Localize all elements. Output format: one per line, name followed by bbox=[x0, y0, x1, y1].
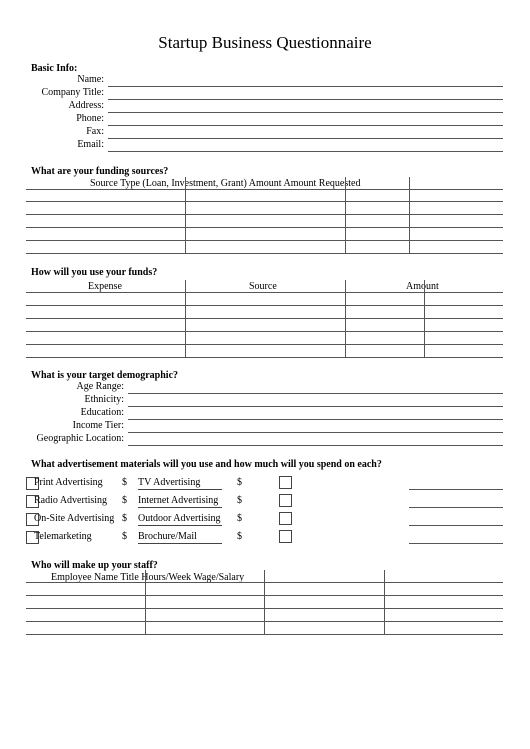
ad-checkbox-right[interactable] bbox=[279, 530, 292, 543]
funds-row-line bbox=[26, 305, 503, 306]
funds-row-line bbox=[26, 292, 503, 293]
funding-heading: What are your funding sources? bbox=[31, 166, 169, 177]
ad-label-right: Internet Advertising bbox=[138, 495, 222, 508]
demographic-field-label: Education: bbox=[80, 407, 124, 418]
funding-row-line bbox=[26, 189, 503, 190]
funding-col-divider bbox=[185, 177, 186, 253]
basic-field-label: Email: bbox=[77, 139, 104, 150]
ad-label-right: TV Advertising bbox=[138, 477, 222, 490]
ad-amount-input[interactable] bbox=[409, 496, 503, 508]
staff-row-line bbox=[26, 634, 503, 635]
funds-row-line bbox=[26, 357, 503, 358]
basic-field-input[interactable] bbox=[108, 140, 503, 152]
demographic-field-label: Income Tier: bbox=[72, 420, 124, 431]
funding-row-line bbox=[26, 227, 503, 228]
demographic-field-label: Age Range: bbox=[76, 381, 124, 392]
ad-currency-left: $ bbox=[122, 477, 127, 488]
ad-label-left: Telemarketing bbox=[34, 531, 92, 542]
basic-field-label: Name: bbox=[77, 74, 104, 85]
ad-amount-input[interactable] bbox=[409, 514, 503, 526]
ad-label-left: Radio Advertising bbox=[34, 495, 108, 506]
demographic-field-input[interactable] bbox=[128, 434, 503, 446]
basic-field-input[interactable] bbox=[108, 114, 503, 126]
advertising-heading: What advertisement materials will you use and how much will you spend on each? bbox=[31, 459, 382, 470]
ad-checkbox-right[interactable] bbox=[279, 512, 292, 525]
staff-col-divider bbox=[145, 570, 146, 634]
funds-use-heading: How will you use your funds? bbox=[31, 267, 158, 278]
funds-col-expense: Expense bbox=[88, 281, 122, 292]
funds-row-line bbox=[26, 318, 503, 319]
ad-currency-left: $ bbox=[122, 513, 127, 524]
staff-col-divider bbox=[264, 570, 265, 634]
ad-amount-input[interactable] bbox=[409, 478, 503, 490]
basic-field-input[interactable] bbox=[108, 101, 503, 113]
basic-field-input[interactable] bbox=[108, 88, 503, 100]
ad-label-left: Print Advertising bbox=[34, 477, 103, 488]
ad-currency-right: $ bbox=[237, 477, 242, 488]
basic-field-label: Company Title: bbox=[41, 87, 104, 98]
funding-row-line bbox=[26, 253, 503, 254]
demographic-heading: What is your target demographic? bbox=[31, 370, 179, 381]
page-title: Startup Business Questionnaire bbox=[158, 33, 372, 52]
ad-currency-right: $ bbox=[237, 495, 242, 506]
ad-currency-right: $ bbox=[237, 513, 242, 524]
funding-col-divider bbox=[409, 177, 410, 253]
funding-col-divider bbox=[345, 177, 346, 253]
funds-row-line bbox=[26, 344, 503, 345]
demographic-field-input[interactable] bbox=[128, 395, 503, 407]
funds-col-divider bbox=[185, 280, 186, 357]
basic-info-heading: Basic Info: bbox=[31, 63, 78, 74]
funds-col-divider bbox=[345, 280, 346, 357]
demographic-field-input[interactable] bbox=[128, 382, 503, 394]
ad-currency-right: $ bbox=[237, 531, 242, 542]
funding-row-line bbox=[26, 201, 503, 202]
funds-col-source: Source bbox=[249, 281, 277, 292]
demographic-field-label: Ethnicity: bbox=[84, 394, 124, 405]
demographic-field-input[interactable] bbox=[128, 421, 503, 433]
ad-amount-input[interactable] bbox=[409, 532, 503, 544]
ad-label-left: On-Site Advertising bbox=[34, 513, 115, 524]
funding-row-line bbox=[26, 240, 503, 241]
ad-label-right: Brochure/Mail bbox=[138, 531, 222, 544]
funds-col-amount: Amount bbox=[406, 281, 439, 292]
demographic-field-input[interactable] bbox=[128, 408, 503, 420]
ad-checkbox-right[interactable] bbox=[279, 476, 292, 489]
funding-table-header: Source Type (Loan, Investment, Grant) Amount Amount Requested bbox=[90, 178, 361, 189]
funding-row-line bbox=[26, 214, 503, 215]
staff-col-divider bbox=[384, 570, 385, 634]
demographic-field-label: Geographic Location: bbox=[36, 433, 124, 444]
ad-label-right: Outdoor Advertising bbox=[138, 513, 221, 524]
basic-field-input[interactable] bbox=[108, 75, 503, 87]
ad-currency-left: $ bbox=[122, 531, 127, 542]
ad-currency-left: $ bbox=[122, 495, 127, 506]
funds-col-divider bbox=[424, 280, 425, 357]
ad-checkbox-right[interactable] bbox=[279, 494, 292, 507]
basic-field-label: Fax: bbox=[86, 126, 104, 137]
staff-heading: Who will make up your staff? bbox=[31, 560, 158, 571]
basic-field-label: Phone: bbox=[76, 113, 104, 124]
basic-field-input[interactable] bbox=[108, 127, 503, 139]
staff-table-header: Employee Name Title Hours/Week Wage/Salary bbox=[51, 572, 245, 583]
funds-row-line bbox=[26, 331, 503, 332]
basic-field-label: Address: bbox=[68, 100, 104, 111]
